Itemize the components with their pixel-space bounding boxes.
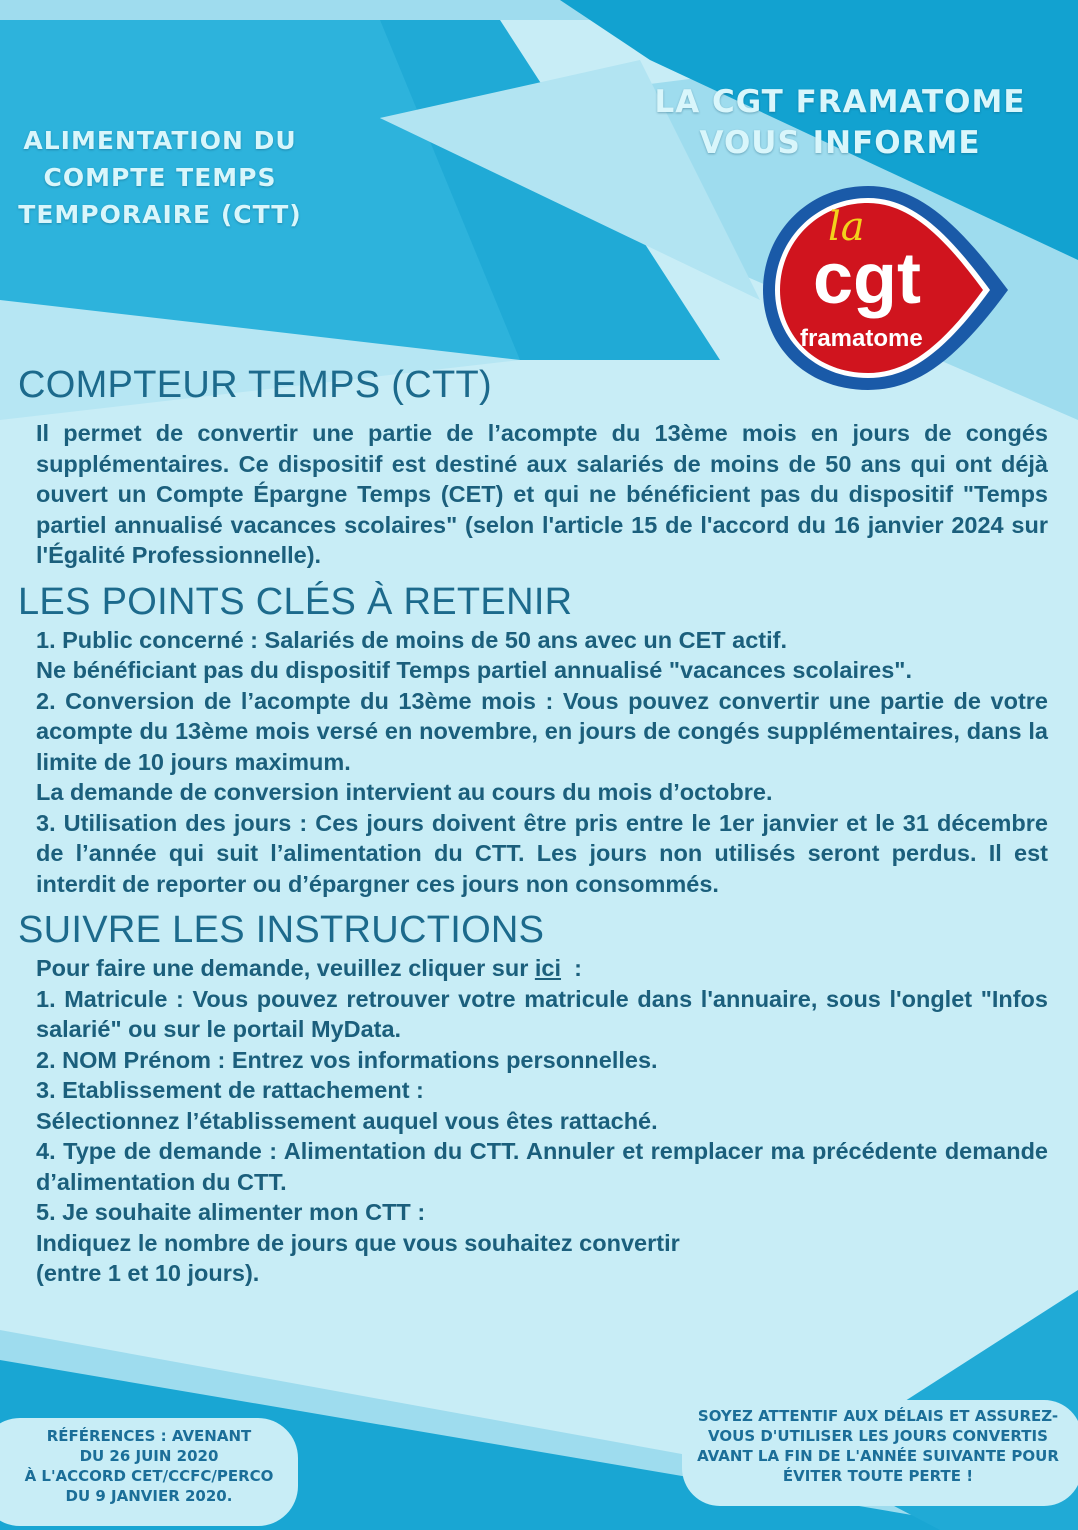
- request-link[interactable]: ici: [534, 955, 562, 981]
- references-box: [0, 1418, 298, 1526]
- references-line: DU 26 JUIN 2020: [79, 1447, 219, 1465]
- right-title-line: LA CGT FRAMATOME: [654, 84, 1026, 120]
- instructions-intro: [18, 953, 1048, 984]
- ctt-description: Il permet de convertir une partie de l’acompte du 13ème mois en jours de congés supplémentaires. Ce dispositif est destiné aux salariés de moins de 50 ans qui ont déjà ouvert un Compte Épargne Temps (CET) et qui ne bénéficient pas du dispositif "Temps partiel annualisé vacances scolaires" (selon l'article 15 de l'accord du 16 janvier 2024 sur l'Égalité Professionnelle).: [36, 420, 1048, 568]
- point-line: 1. Public concerné : Salariés de moins de 50 ans avec un CET actif.: [36, 626, 787, 653]
- instruction-line: 4. Type de demande : Alimentation du CTT. Annuler et remplacer ma précédente demande d’alimentation du CTT.: [36, 1138, 1048, 1195]
- right-title: [640, 82, 1040, 164]
- left-title: [10, 122, 310, 233]
- section-title-points: LES POINTS CLÉS À RETENIR: [18, 580, 573, 623]
- logo-framatome-text: framatome: [800, 325, 923, 352]
- instruction-line: 2. NOM Prénom : Entrez vos informations personnelles.: [36, 1046, 658, 1073]
- left-title-line: COMPTE TEMPS: [43, 163, 277, 192]
- section-title-ctt: COMPTEUR TEMPS (CTT): [18, 364, 492, 406]
- references-line: À L'ACCORD CET/CCFC/PERCO: [24, 1467, 274, 1485]
- references-line: RÉFÉRENCES : AVENANT: [46, 1427, 252, 1445]
- instruction-line: Sélectionnez l’établissement auquel vous êtes rattaché.: [36, 1107, 658, 1134]
- warning-line: VOUS D'UTILISER LES JOURS CONVERTIS: [708, 1427, 1048, 1445]
- instruction-line: Indiquez le nombre de jours que vous souhaitez convertir: [36, 1229, 680, 1256]
- intro-text: Pour faire une demande, veuillez cliquer sur: [36, 955, 535, 981]
- right-title-line: VOUS INFORME: [699, 125, 981, 161]
- instruction-line: (entre 1 et 10 jours).: [36, 1260, 260, 1286]
- references-line: DU 9 JANVIER 2020.: [65, 1487, 233, 1505]
- instruction-line: 3. Etablissement de rattachement :: [36, 1077, 424, 1103]
- warning-box: [682, 1400, 1078, 1506]
- left-title-line: ALIMENTATION DU: [23, 126, 297, 155]
- point-line: Ne bénéficiant pas du dispositif Temps partiel annualisé "vacances scolaires".: [36, 657, 912, 683]
- instruction-line: 1. Matricule : Vous pouvez retrouver votre matricule dans l'annuaire, sous l'onglet "Infos salarié" ou sur le portail MyData.: [36, 985, 1048, 1042]
- logo-la-text: la: [828, 204, 865, 250]
- warning-line: ÉVITER TOUTE PERTE !: [782, 1467, 974, 1485]
- main-content: [18, 362, 1048, 1289]
- warning-line: SOYEZ ATTENTIF AUX DÉLAIS ET ASSUREZ-: [697, 1407, 1059, 1425]
- instruction-line: 5. Je souhaite alimenter mon CTT :: [36, 1199, 426, 1225]
- section-title-instructions: SUIVRE LES INSTRUCTIONS: [18, 909, 545, 951]
- point-line: 3. Utilisation des jours : Ces jours doivent être pris entre le 1er janvier et le 31 décembre de l’année qui suit l’alimentation du CTT. Les jours non utilisés seront perdus. Il est interdit de reporter ou d’épargner ces jours non consommés.: [36, 809, 1048, 897]
- left-title-line: TEMPORAIRE (CTT): [18, 200, 302, 229]
- warning-line: AVANT LA FIN DE L'ANNÉE SUIVANTE POUR: [697, 1447, 1059, 1465]
- logo-cgt-text: cgt: [813, 239, 921, 319]
- point-line: 2. Conversion de l’acompte du 13ème mois : Vous pouvez convertir une partie de votre acompte du 13ème mois versé en novembre, en jours de congés supplémentaires, dans la limite de 10 jours maximum.: [36, 687, 1048, 775]
- intro-end: :: [561, 955, 582, 981]
- point-line: La demande de conversion intervient au cours du mois d’octobre.: [36, 779, 773, 805]
